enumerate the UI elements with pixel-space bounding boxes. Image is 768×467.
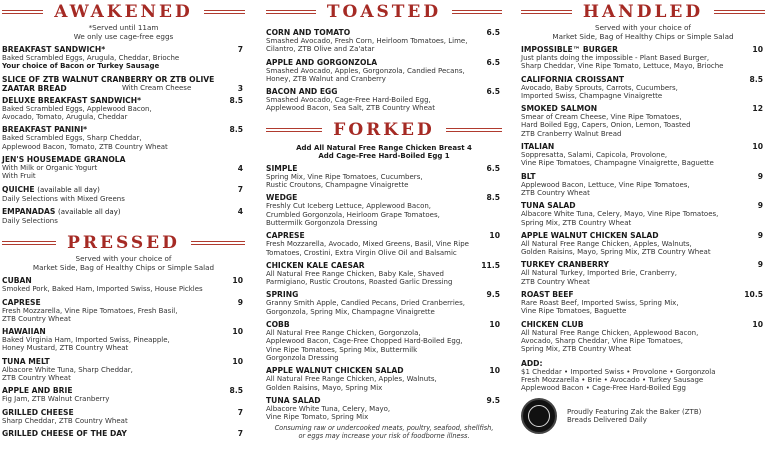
- item-name: IMPOSSIBLE™ BURGER: [521, 45, 618, 54]
- item-name: BACON AND EGG: [266, 87, 338, 97]
- item-desc: Golden Raisins, Mayo, Spring Mix, ZTB Country Wheat: [521, 248, 711, 257]
- menu-item: [2, 357, 245, 383]
- item-name: APPLE AND BRIE: [2, 386, 73, 396]
- menu-item: [266, 231, 502, 257]
- menu-item: [521, 290, 765, 316]
- item-desc: Rustic Croutons, Champagne Vinaigrette: [266, 181, 409, 190]
- section-title: PRESSED: [67, 233, 180, 254]
- menu-item: [2, 125, 245, 151]
- item-desc: Albacore White Tuna, Celery, Mayo,: [266, 404, 391, 413]
- item-price: 9: [237, 297, 243, 307]
- item-name: BREAKFAST PANINI*: [2, 125, 88, 135]
- menu-item: [2, 207, 245, 225]
- column-left: [2, 0, 245, 438]
- item-desc: ZTB Country Wheat: [2, 374, 71, 383]
- column-right: [521, 0, 765, 434]
- section-note: Market Side, Bag of Healthy Chips or Simple Salad: [32, 262, 215, 272]
- item-price: 6.5: [486, 57, 500, 67]
- menu-item: [2, 429, 245, 438]
- item-price: 9: [757, 260, 763, 270]
- item-name: ITALIAN: [521, 142, 555, 152]
- item-desc: With Fruit: [2, 172, 36, 181]
- item-desc: Freshly Cut Iceberg Lettuce, Applewood Bacon,: [266, 202, 432, 211]
- item-desc: Fig Jam, ZTB Walnut Cranberry: [2, 395, 110, 404]
- item-name: APPLE WALNUT CHICKEN SALAD: [266, 366, 404, 376]
- item-price: 7: [237, 184, 243, 194]
- item-price: 6.5: [486, 28, 500, 37]
- menu-item: [2, 75, 245, 92]
- menu-item: [2, 327, 245, 353]
- add-line: $1 Cheddar • Imported Swiss • Provolone • Gorgonzola: [521, 367, 716, 376]
- item-desc: Smashed Avocado, Cage-Free Hard-Boiled Egg,: [266, 96, 431, 105]
- item-desc: Spring Mix, ZTB Country Wheat: [521, 345, 632, 354]
- menu-item: [266, 87, 502, 113]
- item-desc: Applewood Bacon, Cage-Free Chopped Hard-Boiled Egg,: [266, 337, 463, 346]
- item-desc: Your choice of Bacon or Turkey Sausage: [2, 62, 160, 71]
- item-desc: Avocado, Sharp Cheddar, Vine Ripe Tomatoes,: [521, 336, 683, 345]
- item-desc: Golden Raisins, Mayo, Spring Mix: [266, 383, 383, 392]
- item-price: 10: [489, 320, 500, 330]
- menu-item: [266, 193, 502, 227]
- item-name: BLT: [521, 171, 536, 181]
- add-line: Applewood Bacon • Cage-Free Hard-Boiled Egg: [521, 384, 686, 393]
- item-desc: Honey, ZTB Walnut and Cranberry: [266, 74, 386, 83]
- item-price: 10: [489, 366, 500, 376]
- item-name: DELUXE BREAKFAST SANDWICH*: [2, 95, 142, 105]
- item-price: 6.5: [486, 87, 500, 97]
- item-desc: Baked Scrambled Eggs, Arugula, Cheddar, Brioche: [2, 54, 180, 62]
- item-name: SMOKED SALMON: [521, 104, 598, 114]
- section-banner-awakened: [2, 0, 245, 24]
- item-price: 8.5: [229, 125, 243, 135]
- item-name: SLICE OF ZTB WALNUT CRANBERRY OR ZTB OLIVE ZAATAR BREAD: [2, 74, 215, 93]
- item-desc: All Natural Free Range Chicken, Apples, Walnuts,: [521, 239, 692, 248]
- item-name: CHICKEN CLUB: [521, 319, 584, 329]
- item-name: HAWAIIAN: [2, 327, 46, 337]
- item-price: 9: [757, 171, 763, 181]
- item-desc: Daily Selections with Mixed Greens: [2, 194, 125, 203]
- menu-item: [266, 164, 502, 190]
- item-desc: Gorgonzola Dressing: [266, 353, 339, 362]
- menu-item: [521, 172, 765, 198]
- item-desc: All Natural Free Range Chicken, Gorgonzola,: [266, 329, 421, 338]
- item-price: 7: [237, 45, 243, 54]
- section-title: HANDLED: [582, 2, 704, 22]
- menu-item: [266, 28, 502, 54]
- item-price: 9.5: [486, 290, 500, 300]
- item-price: 7: [237, 428, 243, 438]
- item-price: 9: [757, 201, 763, 211]
- item-desc: Buttermilk Gorgonzola Dressing: [266, 218, 378, 227]
- item-desc: Vine Ripe Tomatoes, Baguette: [521, 307, 627, 316]
- section-title: FORKED: [333, 119, 435, 140]
- item-desc: Tomatoes, Crostini, Extra Virgin Olive Oil and Balsamic: [266, 248, 457, 257]
- item-price: 10: [752, 45, 763, 54]
- item-desc: ZTB Country Wheat: [2, 314, 71, 323]
- item-price: 10: [232, 327, 243, 337]
- item-desc: Granny Smith Apple, Candied Pecans, Dried Cranberries,: [266, 299, 465, 308]
- item-desc: All Natural Free Range Chicken, Apples, Walnuts,: [266, 375, 437, 384]
- column-middle: [266, 0, 502, 440]
- item-price: 3: [237, 83, 243, 93]
- section-banner-handled: [521, 0, 765, 24]
- menu-item: [266, 320, 502, 362]
- section-title: TOASTED: [326, 2, 442, 22]
- item-desc: Applewood Bacon, Lettuce, Vine Ripe Tomatoes,: [521, 180, 690, 189]
- item-price: 7: [237, 407, 243, 417]
- menu-item: [266, 290, 502, 316]
- section-note: We only use cage-free eggs: [73, 31, 174, 41]
- addon-line: Add All Natural Free Range Chicken Breast 4: [296, 143, 472, 152]
- item-price: 9: [757, 230, 763, 240]
- item-desc: Parmigiano, Rustic Croutons, Roasted Garlic Dressing: [266, 278, 453, 287]
- item-desc: Avocado, Baby Sprouts, Carrots, Cucumbers,: [521, 83, 678, 92]
- item-desc: Vine Ripe Tomatoes, Spring Mix, Buttermilk: [266, 345, 418, 354]
- item-desc: Applewood Bacon, Sea Salt, ZTB Country Wheat: [266, 104, 435, 113]
- item-name: SPRING: [266, 290, 299, 300]
- menu-item: [266, 396, 502, 422]
- section-banner-toasted: [266, 0, 502, 24]
- item-desc: Smear of Cream Cheese, Vine Ripe Tomatoes,: [521, 113, 682, 122]
- item-price: 8.5: [229, 95, 243, 105]
- menu-item: [266, 366, 502, 392]
- item-name: JEN'S HOUSEMADE GRANOLA: [2, 155, 126, 165]
- item-price: 10: [232, 276, 243, 286]
- item-name: CALIFORNIA CROISSANT: [521, 74, 625, 84]
- item-price: 4: [237, 206, 243, 216]
- food-safety-note: or eggs may increase your risk of foodborne illness.: [298, 431, 470, 440]
- item-desc: ZTB Country Wheat: [521, 277, 590, 286]
- food-safety-note: Consuming raw or undercooked meats, poultry, seafood, shellfish,: [274, 424, 494, 433]
- menu-item: [2, 96, 245, 122]
- item-desc: Just plants doing the impossible - Plant Based Burger,: [521, 54, 710, 62]
- item-desc: Fresh Mozzarella, Vine Ripe Tomatoes, Fresh Basil,: [2, 306, 178, 315]
- item-name: CAPRESE: [266, 231, 305, 241]
- item-desc: All Natural Free Range Chicken, Baby Kale, Shaved: [266, 269, 444, 278]
- menu-item: [521, 231, 765, 257]
- menu-item: [2, 386, 245, 403]
- item-desc: Baked Scrambled Eggs, Applewood Bacon,: [2, 104, 152, 113]
- menu-item: [521, 260, 765, 286]
- section-title: AWAKENED: [54, 2, 193, 22]
- item-desc: Albacore White Tuna, Sharp Cheddar,: [2, 365, 133, 374]
- section-note: Served with your choice of: [75, 254, 172, 264]
- item-desc: ZTB Cranberry Walnut Bread: [521, 129, 622, 138]
- item-desc: Baked Scrambled Eggs, Sharp Cheddar,: [2, 134, 142, 143]
- item-price: 10: [752, 142, 763, 152]
- item-desc: Avocado, Tomato, Arugula, Cheddar: [2, 113, 128, 122]
- item-price: 10.5: [744, 290, 763, 300]
- item-name: CUBAN: [2, 276, 32, 286]
- item-desc: Vine Ripe Tomatoes, Champagne Vinaigrette, Baguette: [521, 159, 714, 168]
- item-name: BREAKFAST SANDWICH*: [2, 45, 106, 54]
- menu-item: [521, 142, 765, 168]
- item-price: 10: [752, 319, 763, 329]
- item-desc: Vine Ripe Tomato, Spring Mix: [266, 413, 369, 422]
- menu-item: [2, 298, 245, 324]
- menu-item: [2, 45, 245, 71]
- section-note: *Served until 11am: [88, 23, 159, 32]
- item-name: CORN AND TOMATO: [266, 28, 351, 37]
- baker-text: Breads Delivered Daily: [567, 416, 647, 425]
- item-name: ROAST BEEF: [521, 290, 574, 300]
- item-desc: Sharp Cheddar, Vine Ripe Tomato, Lettuce, Mayo, Brioche: [521, 62, 724, 71]
- item-desc: Sharp Cheddar, ZTB Country Wheat: [2, 416, 128, 425]
- baker-feature: [521, 398, 765, 434]
- item-price: 10: [489, 231, 500, 241]
- item-price: 6.5: [486, 163, 500, 173]
- menu-item: [521, 45, 765, 71]
- item-name: GRILLED CHEESE OF THE DAY: [2, 428, 127, 438]
- addon-line: Add Cage-Free Hard-Boiled Egg 1: [318, 151, 450, 160]
- item-desc: Spring Mix, ZTB Country Wheat: [521, 218, 632, 227]
- item-desc: Gorgonzola, Spring Mix, Champagne Vinaigrette: [266, 307, 435, 316]
- item-desc: Baked Virginia Ham, Imported Swiss, Pineapple,: [2, 336, 170, 345]
- item-desc: Daily Selections: [2, 216, 58, 225]
- item-name: APPLE AND GORGONZOLA: [266, 57, 378, 67]
- item-price: 9.5: [486, 395, 500, 405]
- item-desc: Honey Mustard, ZTB Country Wheat: [2, 344, 129, 353]
- section-banner-forked: [266, 118, 502, 142]
- item-name: TUNA SALAD: [266, 395, 321, 405]
- item-desc: Rare Roast Beef, Imported Swiss, Spring Mix,: [521, 299, 679, 308]
- menu-item: [2, 185, 245, 203]
- item-desc: Crumbled Gorgonzola, Heirloom Grape Tomatoes,: [266, 210, 440, 219]
- menu-item: [521, 201, 765, 227]
- item-desc: Cilantro, ZTB Olive and Za'atar: [266, 45, 375, 54]
- item-desc: Soppresatta, Salami, Capicola, Provolone,: [521, 151, 668, 160]
- item-desc: Applewood Bacon, Tomato, ZTB Country Wheat: [2, 142, 168, 151]
- item-name: QUICHE (available all day): [2, 184, 100, 194]
- menu-item: [2, 408, 245, 425]
- item-desc: With Milk or Organic Yogurt: [2, 164, 98, 173]
- menu-item: [521, 75, 765, 101]
- menu-item: [266, 261, 502, 287]
- item-name: TUNA MELT: [2, 356, 50, 366]
- item-price: 4: [237, 164, 243, 174]
- item-desc: Spring Mix, Vine Ripe Tomatoes, Cucumbers,: [266, 172, 423, 181]
- item-name: CHICKEN KALE CAESAR: [266, 260, 365, 270]
- item-name: CAPRESE: [2, 297, 41, 307]
- item-desc: With Cream Cheese: [122, 83, 192, 92]
- item-name: TURKEY CRANBERRY: [521, 260, 609, 270]
- item-name: EMPANADAS (available all day): [2, 206, 121, 216]
- item-price: 11.5: [481, 260, 500, 270]
- item-price: 8.5: [486, 193, 500, 203]
- section-note: Market Side, Bag of Healthy Chips or Simple Salad: [552, 31, 734, 41]
- section-banner-pressed: [2, 231, 245, 255]
- menu-item: [521, 104, 765, 138]
- item-name: TUNA SALAD: [521, 201, 576, 211]
- item-desc: Smashed Avocado, Fresh Corn, Heirloom Tomatoes, Lime,: [266, 37, 468, 45]
- item-desc: Smoked Pork, Baked Ham, Imported Swiss, House Pickles: [2, 285, 203, 294]
- item-name: COBB: [266, 320, 290, 330]
- add-heading: ADD:: [521, 358, 543, 368]
- item-price: 12: [752, 104, 763, 114]
- item-desc: Imported Swiss, Champagne Vinaigrette: [521, 91, 663, 100]
- menu-item: [2, 276, 245, 293]
- add-line: Fresh Mozzarella • Brie • Avocado • Turkey Sausage: [521, 375, 704, 384]
- item-desc: Albacore White Tuna, Celery, Mayo, Vine Ripe Tomatoes,: [521, 210, 719, 219]
- item-desc: All Natural Free Range Chicken, Applewood Bacon,: [521, 328, 699, 337]
- item-desc: Smashed Avocado, Apples, Gorgonzola, Candied Pecans,: [266, 66, 465, 75]
- menu-item: [521, 320, 765, 354]
- item-desc: ZTB Country Wheat: [521, 188, 590, 197]
- item-desc: Hard Boiled Egg, Capers, Onion, Lemon, Toasted: [521, 121, 691, 130]
- item-name: WEDGE: [266, 193, 298, 203]
- item-name: SIMPLE: [266, 163, 298, 173]
- item-price: 8.5: [229, 386, 243, 396]
- item-price: 10: [232, 356, 243, 366]
- section-note: Served with your choice of: [595, 23, 691, 32]
- item-desc: Fresh Mozzarella, Avocado, Mixed Greens, Basil, Vine Ripe: [266, 240, 469, 249]
- zak-the-baker-logo-icon: [521, 398, 557, 434]
- baker-text: Proudly Featuring Zak the Baker (ZTB): [567, 407, 702, 416]
- item-desc: All Natural Turkey, Imported Brie, Cranberry,: [521, 269, 678, 278]
- item-name: APPLE WALNUT CHICKEN SALAD: [521, 230, 659, 240]
- menu-item: [266, 58, 502, 84]
- item-price: 8.5: [749, 74, 763, 84]
- menu-item: [2, 155, 245, 181]
- item-name: GRILLED CHEESE: [2, 407, 74, 417]
